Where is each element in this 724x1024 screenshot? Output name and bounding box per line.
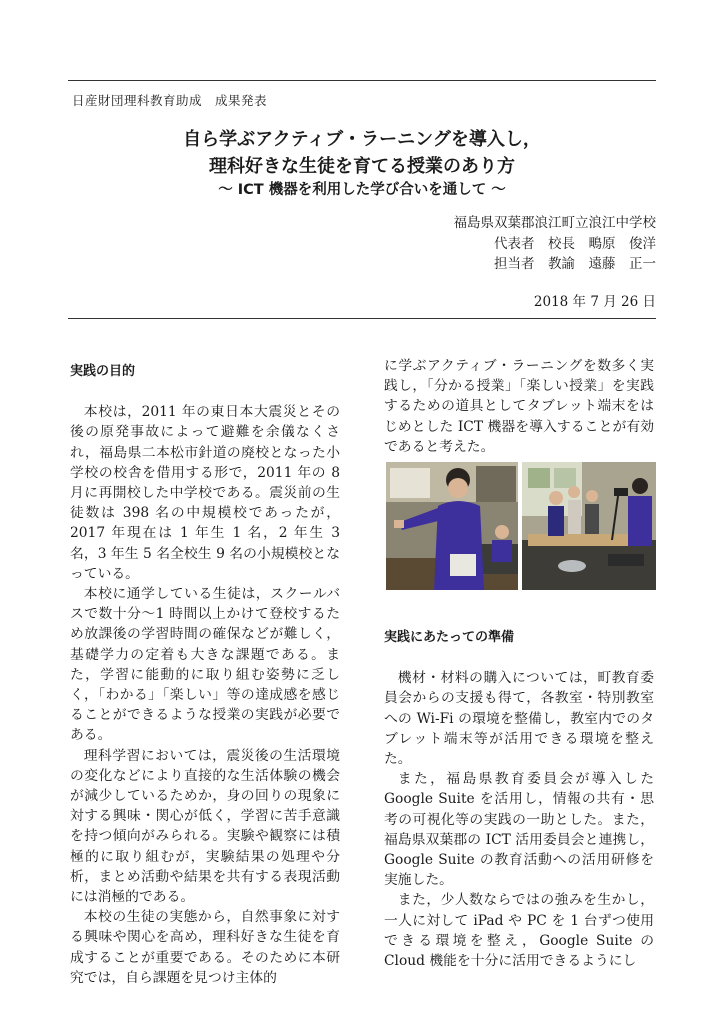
header-label: 日産財団理科教育助成 成果発表 bbox=[72, 93, 268, 108]
paragraph-continuation: に学ぶアクティブ・ラーニングを数多く実践し，「分かる授業」「楽しい授業」を実践するための道具としてタブレット端末をはじめとした ICT 機器を導入することが有効であると考えた。 bbox=[384, 358, 654, 455]
date: 2018 年 7 月 26 日 bbox=[533, 294, 656, 310]
paragraph: また，福島県教育委員会が導入した Google Suite を活用し，情報の共有・思考の可視化等の実践の一助とした。また，福島県双葉郡の ICT 活用委員会と連携し，Google Suite の教育活動への活用研修を実施した。 bbox=[384, 771, 654, 889]
paragraph: 本校の生徒の実態から，自然事象に対する興味や関心を高め，理科好きな生徒を育成することが重要である。そのために本研究では，自ら課題を見つけ主体的 bbox=[70, 909, 340, 986]
classroom-photo-student-presenting bbox=[386, 462, 518, 590]
paragraph: 本校は，2011 年の東日本大震災とその後の原発事故によって避難を余儀なくされ，福島県二本松市針道の廃校となった小学校の校舎を借用する形で，2011 年の 8 月に再開校した中学校である。震災前の生徒数は 398 名の中規模校であったが，2017 年現在は 1 年生 1 名，2 年生 3 名，3 年生 5 名全校生 9 名の小規模校となっている。 bbox=[70, 404, 340, 582]
title-line-1: 自ら学ぶアクティブ・ラーニングを導入し， bbox=[183, 129, 541, 150]
paragraph: 本校に通学している生徒は，スクールバスで数十分～1 時間以上かけて登校するため放課後の学習時間の確保などが難しく，基礎学力の定着も大きな課題である。また，学習に能動的に取り組む姿勢に乏しく，「わかる」「楽しい」等の達成感を感じることができるような授業の実践が必要である。 bbox=[70, 586, 340, 744]
school-name: 福島県双葉郡浪江町立浪江中学校 bbox=[453, 215, 656, 231]
left-column bbox=[70, 362, 340, 988]
paragraph: 機材・材料の購入については，町教育委員会からの支援も得て，各教室・特別教室への Wi-Fi の環境を整備し，教室内でのタブレット端末等が活用できる環境を整えた。 bbox=[384, 670, 654, 768]
title-line-2: 理科好きな生徒を育てる授業のあり方 bbox=[209, 156, 515, 177]
preparation-section bbox=[384, 628, 654, 971]
classroom-photos bbox=[386, 462, 656, 590]
affiliation-block bbox=[454, 213, 657, 275]
divider-rule bbox=[68, 318, 656, 319]
paragraph: 理科学習においては，震災後の生活環境の変化などにより直接的な生活体験の機会が減少しているためか，身の回りの現象に対する興味・関心が低く，学習に苦手意識を持つ傾向がみられる。実験や観察には積極的に取り組むが，実験結果の処理や分析，まとめ活動や結果を共有する表現活動には消極的である。 bbox=[70, 747, 340, 906]
section-heading-purpose: 実践の目的 bbox=[70, 364, 136, 379]
section-heading-preparation: 実践にあたっての準備 bbox=[384, 630, 515, 645]
representative: 代表者 校長 鴫原 俊洋 bbox=[494, 235, 656, 252]
right-column bbox=[384, 356, 654, 457]
staff: 担当者 教諭 遠藤 正一 bbox=[494, 256, 656, 272]
subtitle: ～ ICT 機器を利用した学び合いを通して ～ bbox=[218, 182, 506, 198]
paragraph: また，少人数ならではの強みを生かし，一人に対して iPad や PC を 1 台ずつ使用できる環境を整え，Google Suite の Cloud 機能を十分に活用できるようにし bbox=[384, 892, 654, 970]
top-rule bbox=[68, 80, 656, 81]
classroom-photo-group-observation bbox=[522, 462, 656, 590]
